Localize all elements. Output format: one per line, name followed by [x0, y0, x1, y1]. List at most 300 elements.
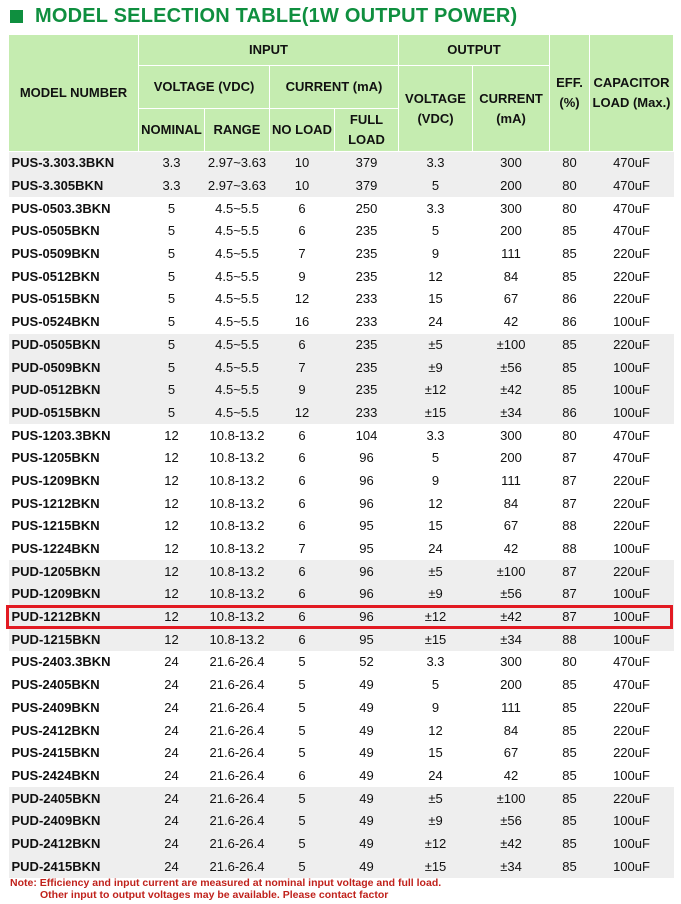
- cell-output-current: ±100: [473, 334, 550, 357]
- cell-input-range: 4.5~5.5: [205, 402, 270, 425]
- cell-input-nominal: 5: [139, 197, 205, 220]
- cell-input-range: 10.8-13.2: [205, 628, 270, 651]
- cell-no-load-current: 7: [270, 356, 335, 379]
- cell-no-load-current: 6: [270, 447, 335, 470]
- header-model-number: MODEL NUMBER: [9, 35, 139, 152]
- cell-input-nominal: 12: [139, 560, 205, 583]
- cell-full-load-current: 96: [335, 492, 399, 515]
- cell-output-voltage: ±15: [399, 855, 473, 878]
- table-row: [9, 356, 674, 379]
- cell-output-current: ±56: [473, 810, 550, 833]
- cell-capacitor-load: 470uF: [590, 447, 674, 470]
- cell-input-nominal: 12: [139, 447, 205, 470]
- cell-capacitor-load: 220uF: [590, 697, 674, 720]
- cell-input-nominal: 24: [139, 765, 205, 788]
- cell-output-current: 67: [473, 515, 550, 538]
- cell-input-range: 4.5~5.5: [205, 220, 270, 243]
- cell-capacitor-load: 220uF: [590, 719, 674, 742]
- cell-full-load-current: 235: [335, 265, 399, 288]
- table-body: [9, 152, 674, 879]
- cell-no-load-current: 12: [270, 402, 335, 425]
- table-row: [9, 651, 674, 674]
- table-row: [9, 447, 674, 470]
- cell-output-voltage: 12: [399, 492, 473, 515]
- cell-full-load-current: 235: [335, 379, 399, 402]
- cell-input-nominal: 24: [139, 855, 205, 878]
- cell-efficiency: 87: [550, 492, 590, 515]
- cell-input-range: 10.8-13.2: [205, 560, 270, 583]
- cell-output-current: 84: [473, 719, 550, 742]
- cell-no-load-current: 6: [270, 628, 335, 651]
- cell-efficiency: 86: [550, 288, 590, 311]
- cell-full-load-current: 235: [335, 356, 399, 379]
- cell-input-range: 10.8-13.2: [205, 538, 270, 561]
- table-row: [9, 606, 674, 629]
- cell-model-number: PUS-2409BKN: [9, 697, 139, 720]
- cell-capacitor-load: 100uF: [590, 810, 674, 833]
- cell-full-load-current: 49: [335, 719, 399, 742]
- cell-full-load-current: 104: [335, 424, 399, 447]
- cell-no-load-current: 5: [270, 742, 335, 765]
- cell-capacitor-load: 100uF: [590, 855, 674, 878]
- cell-output-voltage: ±5: [399, 560, 473, 583]
- cell-no-load-current: 5: [270, 833, 335, 856]
- cell-full-load-current: 233: [335, 311, 399, 334]
- cell-efficiency: 85: [550, 697, 590, 720]
- table-row: [9, 402, 674, 425]
- cell-efficiency: 85: [550, 220, 590, 243]
- cell-input-nominal: 5: [139, 356, 205, 379]
- cell-input-range: 10.8-13.2: [205, 492, 270, 515]
- cell-no-load-current: 5: [270, 719, 335, 742]
- cell-model-number: PUS-2405BKN: [9, 674, 139, 697]
- cell-efficiency: 85: [550, 742, 590, 765]
- cell-input-nominal: 12: [139, 538, 205, 561]
- cell-capacitor-load: 220uF: [590, 334, 674, 357]
- cell-full-load-current: 49: [335, 855, 399, 878]
- cell-input-nominal: 5: [139, 265, 205, 288]
- cell-full-load-current: 52: [335, 651, 399, 674]
- cell-efficiency: 80: [550, 424, 590, 447]
- cell-output-current: ±56: [473, 583, 550, 606]
- cell-capacitor-load: 220uF: [590, 742, 674, 765]
- cell-output-current: 300: [473, 651, 550, 674]
- table-row: [9, 560, 674, 583]
- cell-output-current: 42: [473, 765, 550, 788]
- cell-efficiency: 80: [550, 651, 590, 674]
- cell-efficiency: 86: [550, 402, 590, 425]
- cell-input-nominal: 12: [139, 583, 205, 606]
- cell-model-number: PUD-2415BKN: [9, 855, 139, 878]
- header-input-voltage: VOLTAGE (VDC): [139, 66, 270, 109]
- cell-output-voltage: 15: [399, 742, 473, 765]
- cell-no-load-current: 9: [270, 379, 335, 402]
- cell-input-range: 21.6-26.4: [205, 719, 270, 742]
- cell-input-range: 21.6-26.4: [205, 651, 270, 674]
- cell-no-load-current: 6: [270, 606, 335, 629]
- cell-no-load-current: 5: [270, 855, 335, 878]
- cell-efficiency: 87: [550, 583, 590, 606]
- cell-model-number: PUS-2412BKN: [9, 719, 139, 742]
- cell-output-current: ±42: [473, 606, 550, 629]
- cell-efficiency: 85: [550, 243, 590, 266]
- cell-input-nominal: 5: [139, 379, 205, 402]
- cell-model-number: PUS-0524BKN: [9, 311, 139, 334]
- cell-full-load-current: 95: [335, 628, 399, 651]
- cell-input-nominal: 12: [139, 470, 205, 493]
- cell-output-current: 300: [473, 197, 550, 220]
- cell-input-nominal: 24: [139, 651, 205, 674]
- cell-input-nominal: 24: [139, 719, 205, 742]
- cell-input-nominal: 5: [139, 334, 205, 357]
- header-input: INPUT: [139, 35, 399, 66]
- cell-output-current: 84: [473, 265, 550, 288]
- cell-output-voltage: ±9: [399, 356, 473, 379]
- cell-no-load-current: 6: [270, 470, 335, 493]
- cell-model-number: PUS-2403.3BKN: [9, 651, 139, 674]
- cell-capacitor-load: 470uF: [590, 220, 674, 243]
- cell-output-voltage: ±15: [399, 628, 473, 651]
- cell-efficiency: 85: [550, 765, 590, 788]
- table-row: [9, 152, 674, 175]
- cell-capacitor-load: 470uF: [590, 424, 674, 447]
- table-row: [9, 311, 674, 334]
- cell-input-nominal: 12: [139, 515, 205, 538]
- cell-input-range: 4.5~5.5: [205, 265, 270, 288]
- cell-input-range: 4.5~5.5: [205, 288, 270, 311]
- cell-input-nominal: 5: [139, 402, 205, 425]
- cell-capacitor-load: 220uF: [590, 515, 674, 538]
- cell-efficiency: 85: [550, 379, 590, 402]
- cell-capacitor-load: 100uF: [590, 379, 674, 402]
- cell-input-nominal: 12: [139, 628, 205, 651]
- cell-output-voltage: 5: [399, 220, 473, 243]
- cell-input-nominal: 24: [139, 787, 205, 810]
- cell-efficiency: 88: [550, 538, 590, 561]
- table-row: [9, 197, 674, 220]
- cell-capacitor-load: 220uF: [590, 787, 674, 810]
- cell-capacitor-load: 470uF: [590, 674, 674, 697]
- table-row: [9, 243, 674, 266]
- cell-no-load-current: 6: [270, 334, 335, 357]
- cell-capacitor-load: 100uF: [590, 402, 674, 425]
- table-row: [9, 515, 674, 538]
- table-header: [9, 35, 674, 152]
- cell-model-number: PUS-0515BKN: [9, 288, 139, 311]
- cell-efficiency: 80: [550, 197, 590, 220]
- cell-input-range: 10.8-13.2: [205, 515, 270, 538]
- cell-output-voltage: 9: [399, 697, 473, 720]
- header-efficiency: EFF. (%): [550, 35, 590, 152]
- cell-efficiency: 80: [550, 152, 590, 175]
- cell-output-voltage: 9: [399, 243, 473, 266]
- cell-model-number: PUS-0503.3BKN: [9, 197, 139, 220]
- cell-input-nominal: 12: [139, 492, 205, 515]
- note-line-2: Other input to output voltages may be available. Please contact factor: [40, 889, 389, 901]
- cell-input-range: 21.6-26.4: [205, 742, 270, 765]
- cell-model-number: PUS-1209BKN: [9, 470, 139, 493]
- cell-model-number: PUS-1212BKN: [9, 492, 139, 515]
- cell-efficiency: 85: [550, 356, 590, 379]
- cell-no-load-current: 5: [270, 674, 335, 697]
- cell-capacitor-load: 100uF: [590, 583, 674, 606]
- cell-output-voltage: ±9: [399, 583, 473, 606]
- cell-input-range: 10.8-13.2: [205, 606, 270, 629]
- cell-output-current: ±56: [473, 356, 550, 379]
- table-row: [9, 674, 674, 697]
- cell-model-number: PUS-3.303.3BKN: [9, 152, 139, 175]
- cell-output-current: 111: [473, 470, 550, 493]
- cell-output-voltage: ±12: [399, 833, 473, 856]
- cell-input-nominal: 12: [139, 606, 205, 629]
- cell-no-load-current: 6: [270, 424, 335, 447]
- cell-output-voltage: 24: [399, 765, 473, 788]
- cell-no-load-current: 16: [270, 311, 335, 334]
- cell-output-current: ±34: [473, 628, 550, 651]
- header-output-voltage: VOLTAGE (VDC): [399, 66, 473, 152]
- cell-no-load-current: 5: [270, 787, 335, 810]
- cell-output-voltage: 12: [399, 265, 473, 288]
- cell-capacitor-load: 100uF: [590, 628, 674, 651]
- cell-model-number: PUD-2409BKN: [9, 810, 139, 833]
- cell-full-load-current: 379: [335, 175, 399, 198]
- cell-efficiency: 85: [550, 787, 590, 810]
- cell-output-current: 300: [473, 152, 550, 175]
- cell-output-current: ±34: [473, 855, 550, 878]
- cell-output-voltage: 3.3: [399, 651, 473, 674]
- cell-input-nominal: 24: [139, 810, 205, 833]
- cell-efficiency: 87: [550, 470, 590, 493]
- model-selection-table: [8, 34, 674, 878]
- cell-capacitor-load: 220uF: [590, 243, 674, 266]
- cell-input-range: 10.8-13.2: [205, 470, 270, 493]
- cell-output-current: 67: [473, 742, 550, 765]
- cell-model-number: PUS-1203.3BKN: [9, 424, 139, 447]
- header-output-current: CURRENT (mA): [473, 66, 550, 152]
- cell-no-load-current: 5: [270, 810, 335, 833]
- cell-capacitor-load: 100uF: [590, 765, 674, 788]
- cell-input-range: 21.6-26.4: [205, 674, 270, 697]
- cell-output-current: ±42: [473, 379, 550, 402]
- cell-output-voltage: ±15: [399, 402, 473, 425]
- header-output: OUTPUT: [399, 35, 550, 66]
- cell-model-number: PUD-2412BKN: [9, 833, 139, 856]
- cell-model-number: PUD-0515BKN: [9, 402, 139, 425]
- cell-capacitor-load: 100uF: [590, 311, 674, 334]
- cell-output-current: 111: [473, 243, 550, 266]
- cell-capacitor-load: 470uF: [590, 152, 674, 175]
- cell-no-load-current: 12: [270, 288, 335, 311]
- cell-output-voltage: 3.3: [399, 424, 473, 447]
- cell-model-number: PUD-0512BKN: [9, 379, 139, 402]
- cell-input-nominal: 5: [139, 311, 205, 334]
- cell-model-number: PUS-0509BKN: [9, 243, 139, 266]
- table-row: [9, 175, 674, 198]
- table-row: [9, 538, 674, 561]
- cell-efficiency: 85: [550, 674, 590, 697]
- header-no-load: NO LOAD: [270, 109, 335, 152]
- cell-capacitor-load: 100uF: [590, 538, 674, 561]
- cell-output-current: 200: [473, 175, 550, 198]
- cell-output-current: ±100: [473, 560, 550, 583]
- cell-input-range: 2.97~3.63: [205, 152, 270, 175]
- cell-full-load-current: 49: [335, 765, 399, 788]
- cell-input-range: 21.6-26.4: [205, 810, 270, 833]
- cell-no-load-current: 10: [270, 175, 335, 198]
- cell-output-voltage: 5: [399, 447, 473, 470]
- cell-input-nominal: 24: [139, 742, 205, 765]
- cell-no-load-current: 6: [270, 560, 335, 583]
- cell-input-range: 10.8-13.2: [205, 583, 270, 606]
- cell-capacitor-load: 100uF: [590, 606, 674, 629]
- cell-full-load-current: 233: [335, 402, 399, 425]
- cell-output-voltage: 15: [399, 288, 473, 311]
- title-bar: [4, 2, 517, 30]
- cell-output-voltage: ±5: [399, 787, 473, 810]
- cell-input-range: 4.5~5.5: [205, 243, 270, 266]
- cell-input-range: 21.6-26.4: [205, 833, 270, 856]
- table-row: [9, 719, 674, 742]
- cell-full-load-current: 49: [335, 787, 399, 810]
- cell-no-load-current: 10: [270, 152, 335, 175]
- cell-input-nominal: 24: [139, 697, 205, 720]
- cell-efficiency: 85: [550, 855, 590, 878]
- footnotes: [10, 877, 441, 901]
- cell-full-load-current: 235: [335, 334, 399, 357]
- table-row: [9, 765, 674, 788]
- cell-input-range: 4.5~5.5: [205, 197, 270, 220]
- cell-input-nominal: 24: [139, 674, 205, 697]
- cell-full-load-current: 96: [335, 470, 399, 493]
- cell-no-load-current: 6: [270, 583, 335, 606]
- cell-no-load-current: 6: [270, 765, 335, 788]
- cell-model-number: PUD-2405BKN: [9, 787, 139, 810]
- cell-full-load-current: 49: [335, 697, 399, 720]
- cell-output-voltage: 5: [399, 674, 473, 697]
- cell-efficiency: 88: [550, 515, 590, 538]
- cell-efficiency: 86: [550, 311, 590, 334]
- cell-input-range: 4.5~5.5: [205, 379, 270, 402]
- cell-capacitor-load: 220uF: [590, 470, 674, 493]
- cell-input-nominal: 5: [139, 243, 205, 266]
- cell-output-current: 200: [473, 447, 550, 470]
- cell-full-load-current: 233: [335, 288, 399, 311]
- cell-model-number: PUS-2415BKN: [9, 742, 139, 765]
- cell-efficiency: 88: [550, 628, 590, 651]
- cell-full-load-current: 49: [335, 674, 399, 697]
- cell-efficiency: 87: [550, 447, 590, 470]
- cell-input-range: 21.6-26.4: [205, 855, 270, 878]
- cell-output-voltage: 5: [399, 175, 473, 198]
- table-row: [9, 697, 674, 720]
- cell-input-range: 21.6-26.4: [205, 787, 270, 810]
- cell-capacitor-load: 220uF: [590, 560, 674, 583]
- table-row: [9, 492, 674, 515]
- cell-output-voltage: ±9: [399, 810, 473, 833]
- cell-full-load-current: 250: [335, 197, 399, 220]
- cell-output-voltage: 24: [399, 538, 473, 561]
- cell-capacitor-load: 470uF: [590, 197, 674, 220]
- cell-input-range: 21.6-26.4: [205, 697, 270, 720]
- cell-output-voltage: ±12: [399, 606, 473, 629]
- header-capacitor-load: CAPACITOR LOAD (Max.): [590, 35, 674, 152]
- header-input-current: CURRENT (mA): [270, 66, 399, 109]
- table-row: [9, 334, 674, 357]
- cell-full-load-current: 379: [335, 152, 399, 175]
- cell-output-voltage: 3.3: [399, 152, 473, 175]
- cell-no-load-current: 6: [270, 492, 335, 515]
- cell-output-voltage: 24: [399, 311, 473, 334]
- cell-efficiency: 85: [550, 265, 590, 288]
- cell-no-load-current: 6: [270, 197, 335, 220]
- cell-output-voltage: ±5: [399, 334, 473, 357]
- cell-input-range: 10.8-13.2: [205, 424, 270, 447]
- cell-no-load-current: 7: [270, 538, 335, 561]
- cell-input-nominal: 5: [139, 288, 205, 311]
- cell-output-current: 67: [473, 288, 550, 311]
- cell-full-load-current: 96: [335, 447, 399, 470]
- table-row: [9, 470, 674, 493]
- cell-capacitor-load: 470uF: [590, 175, 674, 198]
- cell-input-range: 21.6-26.4: [205, 765, 270, 788]
- cell-efficiency: 85: [550, 810, 590, 833]
- cell-output-current: 300: [473, 424, 550, 447]
- cell-model-number: PUD-1212BKN: [9, 606, 139, 629]
- cell-input-range: 4.5~5.5: [205, 311, 270, 334]
- cell-full-load-current: 96: [335, 583, 399, 606]
- cell-no-load-current: 6: [270, 515, 335, 538]
- cell-capacitor-load: 100uF: [590, 356, 674, 379]
- cell-model-number: PUS-3.305BKN: [9, 175, 139, 198]
- cell-model-number: PUS-1205BKN: [9, 447, 139, 470]
- cell-output-current: 42: [473, 538, 550, 561]
- cell-output-voltage: 3.3: [399, 197, 473, 220]
- cell-model-number: PUS-2424BKN: [9, 765, 139, 788]
- cell-model-number: PUD-0509BKN: [9, 356, 139, 379]
- cell-efficiency: 80: [550, 175, 590, 198]
- cell-capacitor-load: 100uF: [590, 833, 674, 856]
- note-line-1: Note: Efficiency and input current are measured at nominal input voltage and full load.: [10, 877, 442, 889]
- cell-full-load-current: 49: [335, 742, 399, 765]
- cell-input-range: 2.97~3.63: [205, 175, 270, 198]
- cell-output-current: 200: [473, 674, 550, 697]
- cell-model-number: PUS-0512BKN: [9, 265, 139, 288]
- cell-input-range: 4.5~5.5: [205, 334, 270, 357]
- cell-output-current: 200: [473, 220, 550, 243]
- cell-input-nominal: 24: [139, 833, 205, 856]
- cell-model-number: PUD-1215BKN: [9, 628, 139, 651]
- cell-output-voltage: 12: [399, 719, 473, 742]
- cell-output-voltage: 9: [399, 470, 473, 493]
- table-row: [9, 583, 674, 606]
- cell-input-range: 4.5~5.5: [205, 356, 270, 379]
- cell-full-load-current: 95: [335, 538, 399, 561]
- cell-input-nominal: 3.3: [139, 175, 205, 198]
- cell-no-load-current: 9: [270, 265, 335, 288]
- cell-no-load-current: 5: [270, 697, 335, 720]
- cell-model-number: PUD-0505BKN: [9, 334, 139, 357]
- table-row: [9, 220, 674, 243]
- cell-full-load-current: 96: [335, 560, 399, 583]
- cell-full-load-current: 49: [335, 833, 399, 856]
- bullet-square-icon: [10, 10, 23, 23]
- table-row: [9, 810, 674, 833]
- cell-model-number: PUD-1209BKN: [9, 583, 139, 606]
- cell-efficiency: 87: [550, 606, 590, 629]
- cell-efficiency: 85: [550, 833, 590, 856]
- header-range: RANGE: [205, 109, 270, 152]
- table-row: [9, 855, 674, 878]
